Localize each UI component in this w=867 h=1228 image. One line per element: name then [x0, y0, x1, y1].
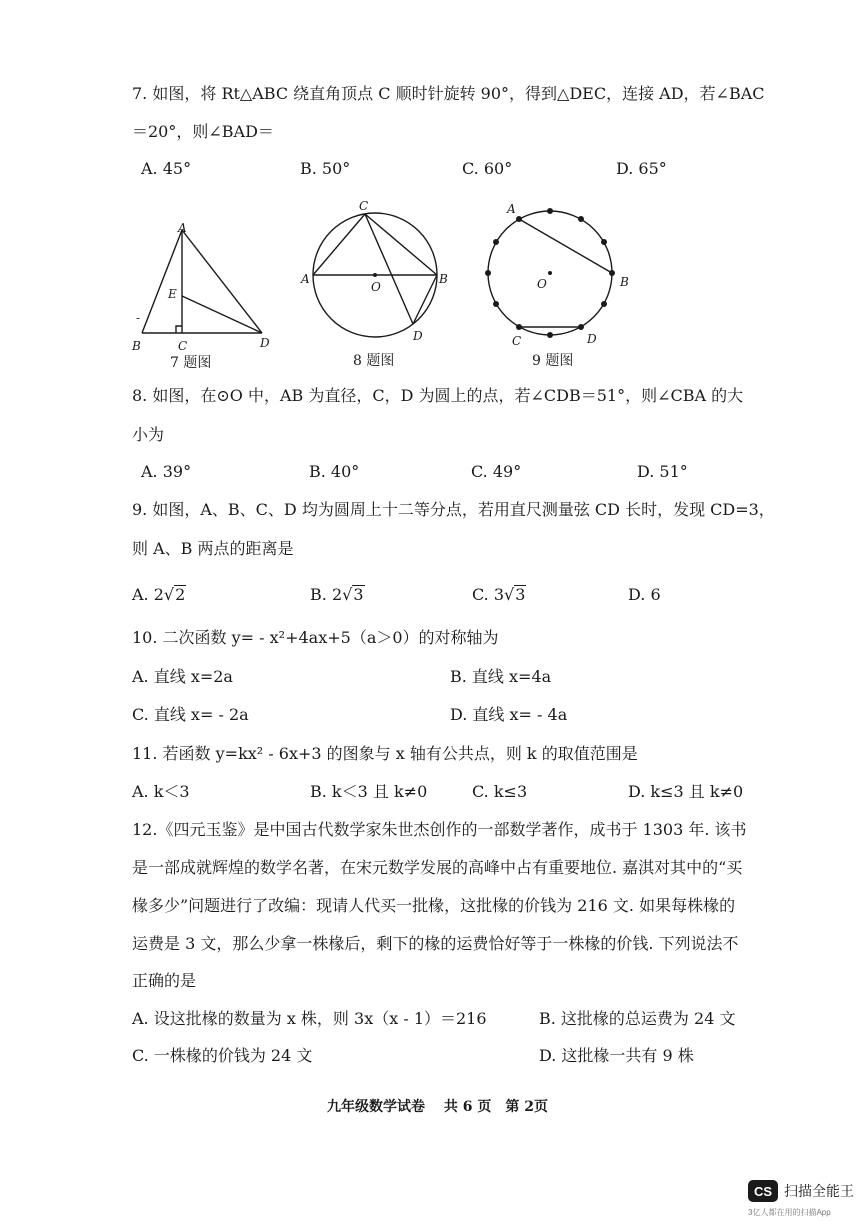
q11-option-d: D. k≤3 且 k≠0 [628, 782, 744, 801]
q8-option-d: D. 51° [637, 462, 688, 481]
q7-option-d: D. 65° [616, 159, 667, 178]
q12-line-2: 是一部成就辉煌的数学名著，在宋元数学发展的高峰中占有重要地位. 嘉淇对其中的“买 [132, 858, 743, 877]
figure-9 [475, 195, 645, 355]
scanner-app-name: 扫描全能王 [784, 1183, 854, 1199]
q8-option-b: B. 40° [309, 462, 360, 481]
fig9-caption: 9 题图 [532, 353, 574, 369]
q9-option-b: B. 2√3 [310, 585, 364, 604]
q10-option-b: B. 直线 x=4a [450, 667, 552, 686]
fig7-label-c: C [178, 339, 188, 353]
page-footer: 九年级数学试卷 共 6 页 第 2页 [327, 1099, 548, 1115]
fig9-label-b: B [620, 275, 629, 289]
q10-option-c: C. 直线 x= - 2a [132, 705, 249, 724]
scanner-tagline: 3亿人都在用的扫描App [748, 1208, 831, 1217]
q9-option-d: D. 6 [628, 585, 661, 604]
fig7-label-a: A [178, 221, 187, 235]
fig7-caption: 7 题图 [170, 355, 212, 371]
fig9-label-a: A [507, 202, 516, 216]
q7-option-a: A. 45° [141, 159, 192, 178]
q10-option-a: A. 直线 x=2a [132, 667, 233, 686]
q12-option-a: A. 设这批椽的数量为 x 株，则 3x（x - 1）＝216 [132, 1009, 487, 1028]
q7-line-2: ＝20°，则∠BAD＝ [132, 122, 274, 141]
q8-line-2: 小为 [132, 425, 165, 444]
q11-option-a: A. k＜3 [132, 782, 190, 801]
fig7-label-e: E [168, 287, 177, 301]
q12-line-4: 运费是 3 文，那么少拿一株椽后，剩下的椽的运费恰好等于一株椽的价钱. 下列说法不 [132, 934, 739, 953]
q8-line-1: 8. 如图，在⊙O 中，AB 为直径，C，D 为圆上的点，若∠CDB＝51°，则∠CBA 的大 [132, 386, 744, 405]
q8-option-c: C. 49° [471, 462, 522, 481]
fig7-label-d: D [260, 336, 270, 350]
q9-line-1: 9. 如图，A、B、C、D 均为圆周上十二等分点，若用直尺测量弦 CD 长时，发现 CD=3， [132, 500, 775, 519]
q11-option-c: C. k≤3 [472, 782, 528, 801]
q7-option-b: B. 50° [300, 159, 351, 178]
fig8-label-a: A [301, 272, 310, 286]
q12-option-b: B. 这批椽的总运费为 24 文 [539, 1009, 736, 1028]
fig9-label-c: C [512, 334, 522, 348]
q12-line-5: 正确的是 [132, 971, 197, 990]
q9-option-c: C. 3√3 [472, 585, 526, 604]
q7-line-1: 7. 如图，将 Rt△ABC 绕直角顶点 C 顺时针旋转 90°，得到△DEC，连接 AD，若∠BAC [132, 84, 765, 103]
q8-option-a: A. 39° [141, 462, 192, 481]
camscanner-logo-icon: CS [748, 1180, 778, 1202]
figure-8 [295, 195, 465, 350]
q9-option-a: A. 2√2 [132, 585, 186, 604]
fig8-label-b: B [439, 272, 448, 286]
q10-option-d: D. 直线 x= - 4a [450, 705, 568, 724]
q12-option-d: D. 这批椽一共有 9 株 [539, 1046, 694, 1065]
q9-line-2: 则 A、B 两点的距离是 [132, 539, 294, 558]
fig9-label-o: O [537, 277, 547, 291]
figure-7 [120, 210, 290, 370]
q10-line-1: 10. 二次函数 y= - x²+4ax+5（a＞0）的对称轴为 [132, 628, 499, 647]
fig8-caption: 8 题图 [353, 353, 395, 369]
scanner-badge [748, 1180, 854, 1202]
fig9-label-d: D [587, 332, 597, 346]
fig8-label-o: O [371, 280, 381, 294]
q12-option-c: C. 一株椽的价钱为 24 文 [132, 1046, 313, 1065]
q11-option-b: B. k＜3 且 k≠0 [310, 782, 428, 801]
fig7-mark: - [136, 311, 141, 325]
fig8-label-d: D [413, 329, 423, 343]
q7-option-c: C. 60° [462, 159, 513, 178]
fig7-label-b: B [132, 339, 141, 353]
fig8-label-c: C [359, 199, 369, 213]
q12-line-3: 椽多少”问题进行了改编：现请人代买一批椽，这批椽的价钱为 216 文. 如果每株椽的 [132, 896, 736, 915]
q12-line-1: 12.《四元玉鉴》是中国古代数学家朱世杰创作的一部数学著作，成书于 1303 年. 该书 [132, 820, 747, 839]
q11-line-1: 11. 若函数 y=kx² - 6x+3 的图象与 x 轴有公共点，则 k 的取值范围是 [132, 744, 638, 763]
